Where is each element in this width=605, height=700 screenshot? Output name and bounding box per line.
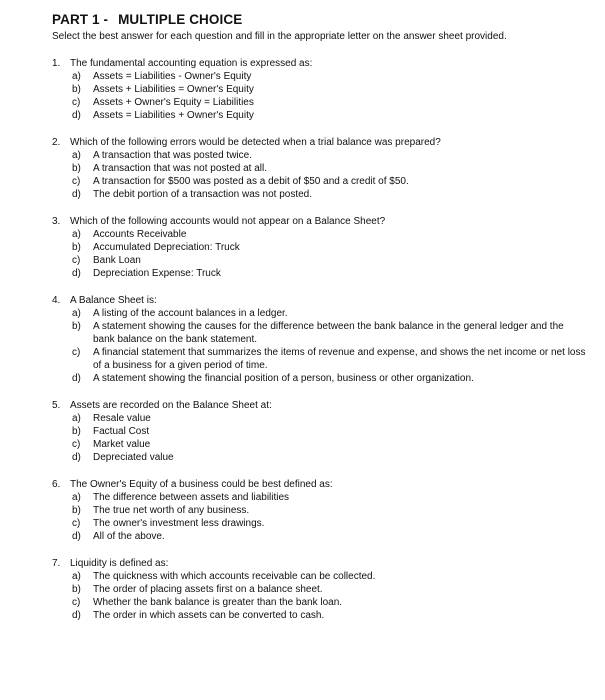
answer-option bbox=[52, 438, 587, 451]
option-letter: c) bbox=[72, 439, 81, 450]
option-letter: b) bbox=[72, 426, 81, 437]
option-letter: c) bbox=[72, 97, 81, 108]
option-letter: d) bbox=[72, 531, 81, 542]
option-letter: d) bbox=[72, 268, 81, 279]
option-letter: b) bbox=[72, 321, 81, 332]
question-text: Liquidity is defined as: bbox=[70, 558, 169, 569]
question-2 bbox=[52, 136, 587, 201]
option-letter: d) bbox=[72, 610, 81, 621]
answer-option bbox=[52, 504, 587, 517]
question-number: 7. bbox=[52, 558, 61, 569]
option-letter: a) bbox=[72, 71, 81, 82]
question-stem bbox=[52, 294, 587, 307]
option-letter: d) bbox=[72, 452, 81, 463]
question-number: 5. bbox=[52, 400, 61, 411]
option-text: The difference between assets and liabilities bbox=[93, 492, 290, 503]
option-text: Market value bbox=[93, 439, 151, 450]
question-text: A Balance Sheet is: bbox=[70, 295, 157, 306]
question-number: 3. bbox=[52, 216, 61, 227]
answer-option bbox=[52, 491, 587, 504]
question-number: 2. bbox=[52, 137, 61, 148]
answer-option bbox=[52, 425, 587, 438]
question-3 bbox=[52, 215, 587, 280]
option-text: Depreciated value bbox=[93, 452, 174, 463]
answer-option bbox=[52, 175, 587, 188]
part-label: PART 1 - bbox=[52, 12, 109, 27]
option-text: A listing of the account balances in a ledger. bbox=[93, 308, 288, 319]
question-number: 4. bbox=[52, 295, 61, 306]
option-letter: d) bbox=[72, 110, 81, 121]
answer-option bbox=[52, 267, 587, 280]
question-list bbox=[52, 57, 587, 622]
question-stem bbox=[52, 478, 587, 491]
answer-option bbox=[52, 320, 587, 346]
section-name: MULTIPLE CHOICE bbox=[118, 12, 243, 27]
option-letter: a) bbox=[72, 308, 81, 319]
answer-option bbox=[52, 346, 587, 372]
option-text: Whether the bank balance is greater than the bank loan. bbox=[93, 597, 343, 608]
option-text: All of the above. bbox=[93, 531, 165, 542]
question-6 bbox=[52, 478, 587, 543]
answer-option bbox=[52, 530, 587, 543]
option-text: Assets + Owner's Equity = Liabilities bbox=[93, 97, 254, 108]
option-text: A transaction that was not posted at all. bbox=[93, 163, 267, 174]
question-stem bbox=[52, 136, 587, 149]
option-letter: c) bbox=[72, 255, 81, 266]
option-letter: c) bbox=[72, 597, 81, 608]
answer-option bbox=[52, 609, 587, 622]
option-text: The order of placing assets first on a balance sheet. bbox=[93, 584, 323, 595]
option-letter: a) bbox=[72, 413, 81, 424]
option-text: The owner's investment less drawings. bbox=[93, 518, 265, 529]
question-text: Which of the following accounts would not appear on a Balance Sheet? bbox=[70, 216, 386, 227]
option-letter: c) bbox=[72, 518, 81, 529]
option-letter: a) bbox=[72, 150, 81, 161]
option-text: A statement showing the causes for the difference between the bank balance in the general ledger and the bank balance on the bank statement. bbox=[93, 321, 564, 345]
question-7 bbox=[52, 557, 587, 622]
option-letter: b) bbox=[72, 84, 81, 95]
option-text: Assets + Liabilities = Owner's Equity bbox=[93, 84, 254, 95]
option-letter: d) bbox=[72, 189, 81, 200]
option-text: The order in which assets can be converted to cash. bbox=[93, 610, 325, 621]
answer-option bbox=[52, 412, 587, 425]
answer-option bbox=[52, 254, 587, 267]
option-text: Assets = Liabilities + Owner's Equity bbox=[93, 110, 254, 121]
option-letter: b) bbox=[72, 163, 81, 174]
question-1 bbox=[52, 57, 587, 122]
answer-option bbox=[52, 109, 587, 122]
option-letter: d) bbox=[72, 373, 81, 384]
option-text: Factual Cost bbox=[93, 426, 150, 437]
question-number: 6. bbox=[52, 479, 61, 490]
answer-option bbox=[52, 96, 587, 109]
answer-option bbox=[52, 570, 587, 583]
option-text: A statement showing the financial position of a person, business or other organization. bbox=[93, 373, 474, 384]
option-letter: a) bbox=[72, 229, 81, 240]
option-letter: b) bbox=[72, 242, 81, 253]
question-text: Which of the following errors would be detected when a trial balance was prepared? bbox=[70, 137, 441, 148]
question-4 bbox=[52, 294, 587, 385]
option-text: A financial statement that summarizes the items of revenue and expense, and shows the net income or net loss of a business for a given period of time. bbox=[93, 347, 586, 371]
question-stem bbox=[52, 57, 587, 70]
option-letter: b) bbox=[72, 505, 81, 516]
option-letter: a) bbox=[72, 571, 81, 582]
option-text: Accumulated Depreciation: Truck bbox=[93, 242, 240, 253]
answer-option bbox=[52, 241, 587, 254]
option-text: Accounts Receivable bbox=[93, 229, 187, 240]
option-letter: c) bbox=[72, 347, 81, 358]
answer-option bbox=[52, 228, 587, 241]
option-text: The true net worth of any business. bbox=[93, 505, 250, 516]
question-text: The fundamental accounting equation is expressed as: bbox=[70, 58, 313, 69]
option-letter: c) bbox=[72, 176, 81, 187]
answer-option bbox=[52, 83, 587, 96]
option-letter: a) bbox=[72, 492, 81, 503]
question-stem bbox=[52, 399, 587, 412]
answer-option bbox=[52, 517, 587, 530]
answer-option bbox=[52, 70, 587, 83]
question-text: Assets are recorded on the Balance Sheet at: bbox=[70, 400, 272, 411]
instructions: Select the best answer for each question and fill in the appropriate letter on the answer sheet provided. bbox=[52, 31, 507, 42]
option-text: The debit portion of a transaction was not posted. bbox=[93, 189, 313, 200]
answer-option bbox=[52, 451, 587, 464]
answer-option bbox=[52, 372, 587, 385]
option-letter: b) bbox=[72, 584, 81, 595]
option-text: A transaction for $500 was posted as a debit of $50 and a credit of $50. bbox=[93, 176, 409, 187]
option-text: Depreciation Expense: Truck bbox=[93, 268, 221, 279]
answer-option bbox=[52, 307, 587, 320]
option-text: A transaction that was posted twice. bbox=[93, 150, 252, 161]
answer-option bbox=[52, 188, 587, 201]
answer-option bbox=[52, 596, 587, 609]
option-text: The quickness with which accounts receivable can be collected. bbox=[93, 571, 376, 582]
question-stem bbox=[52, 215, 587, 228]
question-number: 1. bbox=[52, 58, 61, 69]
question-text: The Owner's Equity of a business could be best defined as: bbox=[70, 479, 333, 490]
question-5 bbox=[52, 399, 587, 464]
option-text: Resale value bbox=[93, 413, 151, 424]
option-text: Assets = Liabilities - Owner's Equity bbox=[93, 71, 252, 82]
answer-option bbox=[52, 583, 587, 596]
section-title bbox=[52, 12, 587, 27]
answer-option bbox=[52, 149, 587, 162]
answer-option bbox=[52, 162, 587, 175]
question-stem bbox=[52, 557, 587, 570]
option-text: Bank Loan bbox=[93, 255, 141, 266]
